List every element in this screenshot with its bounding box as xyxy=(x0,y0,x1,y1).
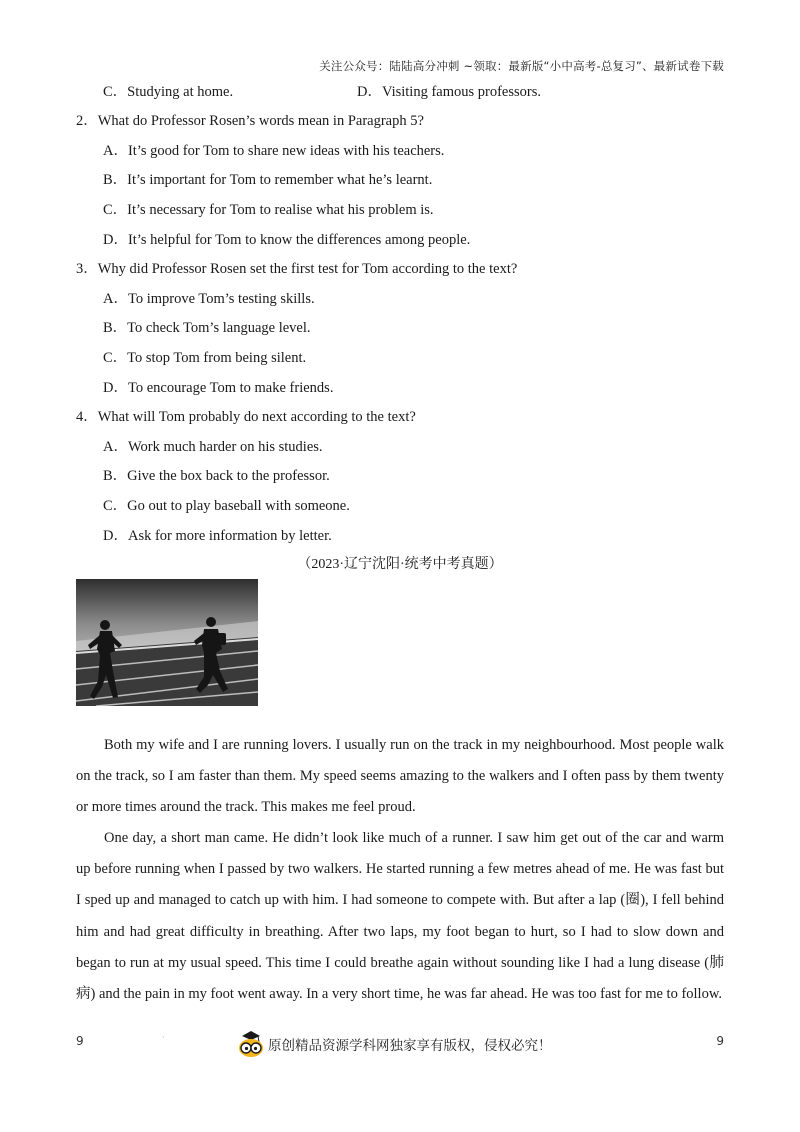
q3-option-c: C．To stop Tom from being silent. xyxy=(103,350,307,366)
option-d-prev: D．Visiting famous professors. xyxy=(357,84,541,100)
q4-option-d: D．Ask for more information by letter. xyxy=(103,528,332,544)
q3-option-b: B．To check Tom’s language level. xyxy=(103,320,311,336)
page-number-right: 9 xyxy=(716,1034,724,1048)
passage-paragraph-1: Both my wife and I are running lovers. I usually run on the track in my neighbourhood. Most people walk on the track, so I am faster than them. My speed seems amazing to the walkers and I often pass by them twenty or more times around the track. This makes me feel proud. xyxy=(76,737,724,816)
copyright-text: 原创精品资源学科网独家享有版权，侵权必究！ xyxy=(268,1038,552,1054)
passage-paragraph-2: One day, a short man came. He didn’t look like much of a runner. I saw him get out of the car and warm up before running when I passed by two walkers. He started running a few metres ahead of me. He was fast but I sped up and managed to catch up with him. I had someone to compete with. But after a lap (圈), I fell behind him and had great difficulty in breathing. After two laps, my foot began to hurt, so I had to slow down and began to run at my usual speed. This time I could breathe again without sounding like I had a lung disease (肺病) and the pain in my foot went away. In a very short time, he was far ahead. He was too fast for me to follow. xyxy=(76,830,724,1003)
question-4-stem: 4．What will Tom probably do next according to the text? xyxy=(76,409,416,425)
q3-option-a: A．To improve Tom’s testing skills. xyxy=(103,291,315,307)
footer-copyright xyxy=(236,1030,552,1058)
question-2-stem: 2．What do Professor Rosen’s words mean in Paragraph 5? xyxy=(76,113,424,129)
option-c-prev: C．Studying at home. xyxy=(103,84,234,100)
header-note: 关注公众号：陆陆高分冲刺 ~领取：最新版“小中高考-总复习”、最新试卷下载 xyxy=(319,59,724,73)
question-3-stem: 3．Why did Professor Rosen set the first test for Tom according to the text? xyxy=(76,261,518,277)
runners-photo xyxy=(76,579,258,706)
q4-option-c: C．Go out to play baseball with someone. xyxy=(103,498,350,514)
q2-option-c: C．It’s necessary for Tom to realise what his problem is. xyxy=(103,202,434,218)
q2-option-b: B．It’s important for Tom to remember what he’s learnt. xyxy=(103,172,433,188)
q4-option-a: A．Work much harder on his studies. xyxy=(103,439,323,455)
page-number-left: 9 xyxy=(76,1034,84,1048)
q2-option-d: D．It’s helpful for Tom to know the differences among people. xyxy=(103,232,471,248)
q2-option-a: A．It’s good for Tom to share new ideas with his teachers. xyxy=(103,143,445,159)
q4-option-b: B．Give the box back to the professor. xyxy=(103,468,330,484)
footer-dot: · xyxy=(162,1033,165,1042)
source-citation: （2023·辽宁沈阳·统考中考真题） xyxy=(297,557,503,572)
owl-logo-icon xyxy=(236,1030,266,1058)
q3-option-d: D．To encourage Tom to make friends. xyxy=(103,380,334,396)
